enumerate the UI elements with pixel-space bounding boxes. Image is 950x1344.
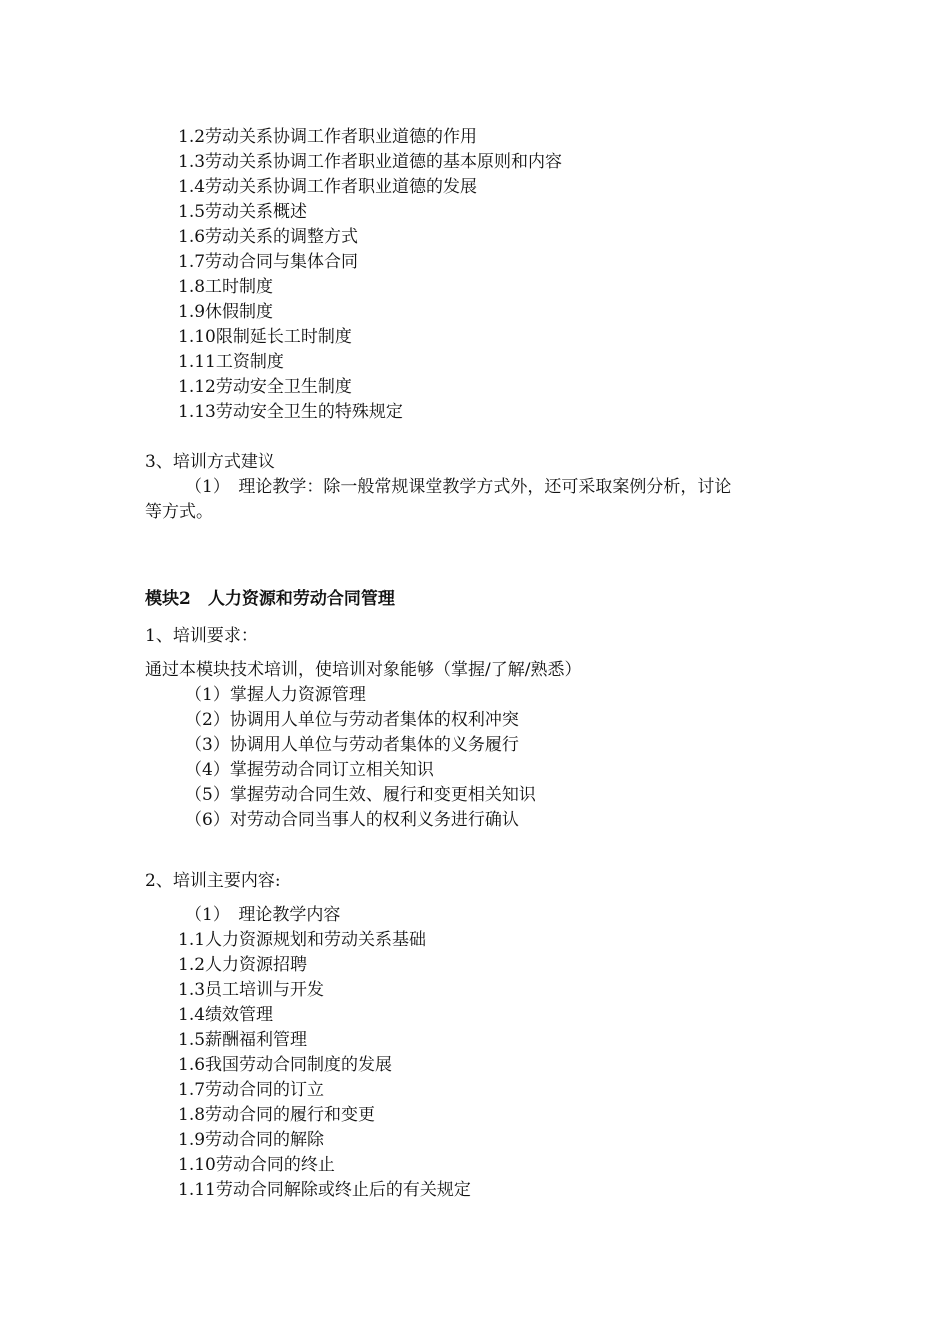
- m1-theory-item: 1.2劳动关系协调工作者职业道德的作用: [178, 127, 478, 147]
- training-method-text-continued: 等方式。: [145, 502, 213, 522]
- m1-theory-item: 1.11工资制度: [178, 352, 284, 372]
- m1-theory-item: 1.4劳动关系协调工作者职业道德的发展: [178, 177, 478, 197]
- m1-theory-item: 1.13劳动安全卫生的特殊规定: [178, 402, 403, 422]
- m2-theory-item: 1.5薪酬福利管理: [178, 1030, 308, 1050]
- m2-theory-item: 1.7劳动合同的订立: [178, 1080, 325, 1100]
- content-heading: 2、培训主要内容:: [145, 871, 281, 891]
- training-method-heading: 3、培训方式建议: [145, 452, 275, 472]
- requirement-item: （1）掌握人力资源管理: [185, 685, 366, 705]
- m1-theory-item: 1.7劳动合同与集体合同: [178, 252, 359, 272]
- m2-theory-item: 1.3员工培训与开发: [178, 980, 325, 1000]
- m2-theory-item: 1.4绩效管理: [178, 1005, 274, 1025]
- m1-theory-item: 1.5劳动关系概述: [178, 202, 308, 222]
- requirements-intro: 通过本模块技术培训，使培训对象能够（掌握/了解/熟悉）: [145, 660, 582, 680]
- training-method-text: （1） 理论教学：除一般常规课堂教学方式外，还可采取案例分析，讨论: [185, 477, 732, 497]
- requirement-item: （5）掌握劳动合同生效、履行和变更相关知识: [185, 785, 536, 805]
- m1-theory-item: 1.8工时制度: [178, 277, 274, 297]
- m1-theory-item: 1.10限制延长工时制度: [178, 327, 352, 347]
- m1-theory-item: 1.12劳动安全卫生制度: [178, 377, 352, 397]
- m2-theory-item: 1.11劳动合同解除或终止后的有关规定: [178, 1180, 471, 1200]
- requirement-item: （4）掌握劳动合同订立相关知识: [185, 760, 434, 780]
- m1-theory-item: 1.6劳动关系的调整方式: [178, 227, 359, 247]
- theory-heading: （1） 理论教学内容: [185, 905, 341, 925]
- module-title: 模块2 人力资源和劳动合同管理: [145, 589, 395, 609]
- m2-theory-item: 1.9劳动合同的解除: [178, 1130, 325, 1150]
- m1-theory-item: 1.9休假制度: [178, 302, 274, 322]
- m2-theory-item: 1.10劳动合同的终止: [178, 1155, 335, 1175]
- m2-theory-item: 1.1人力资源规划和劳动关系基础: [178, 930, 427, 950]
- m2-theory-item: 1.6我国劳动合同制度的发展: [178, 1055, 393, 1075]
- requirements-heading: 1、培训要求：: [145, 626, 258, 646]
- m2-theory-item: 1.8劳动合同的履行和变更: [178, 1105, 376, 1125]
- requirement-item: （2）协调用人单位与劳动者集体的权利冲突: [185, 710, 519, 730]
- m2-theory-item: 1.2人力资源招聘: [178, 955, 308, 975]
- m1-theory-item: 1.3劳动关系协调工作者职业道德的基本原则和内容: [178, 152, 563, 172]
- requirement-item: （6）对劳动合同当事人的权利义务进行确认: [185, 810, 519, 830]
- requirement-item: （3）协调用人单位与劳动者集体的义务履行: [185, 735, 519, 755]
